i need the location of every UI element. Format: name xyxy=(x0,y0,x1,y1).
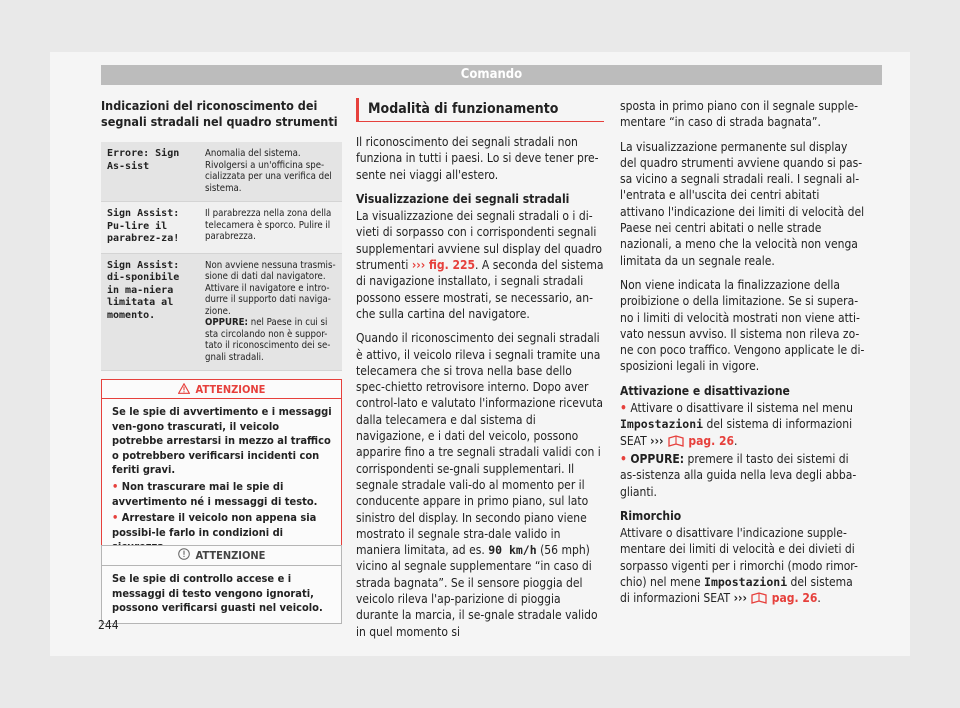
subheading: Rimorchio xyxy=(620,508,682,523)
message-text: Sign Assist: Pu-lire il parabrez-za! xyxy=(107,208,180,244)
table-row xyxy=(101,142,342,202)
middle-text xyxy=(356,134,604,640)
left-column xyxy=(101,98,342,371)
speed-value: 90 km/h xyxy=(488,543,537,558)
oppure-label: OPPURE: xyxy=(630,451,685,466)
caution-box xyxy=(101,545,342,624)
warning-intro: Se le spie di avvertimento e i messaggi ven-gono trascurati, il veicolo potrebbe arrestarsi in mezzo al traffico o potrebbero verificarsi incidenti con feriti gravi. xyxy=(112,405,332,477)
warning-body xyxy=(102,399,341,564)
oppure-label: OPPURE: xyxy=(205,317,248,328)
messages-table xyxy=(101,142,342,371)
warning-bullet: • Non trascurare mai le spie di avvertimento né i messaggi di testo. xyxy=(112,479,318,508)
warning-triangle-icon xyxy=(178,383,190,394)
message-meaning: Il parabrezza nella zona della telecamera è sporco. Pulire il parabrezza. xyxy=(205,208,332,242)
page-number: 244 xyxy=(98,618,119,632)
table-row xyxy=(101,254,342,372)
subheading: Attivazione e disattivazione xyxy=(620,383,790,398)
right-column xyxy=(620,98,865,615)
message-meaning: Anomalia del sistema. Rivolgersi a un'officina spe-cializzata per una verifica del sistema. xyxy=(205,148,332,194)
meaning-extra: nel Paese in cui si sta circolando non è suppor-tato il riconoscimento dei se-gnali stradali. xyxy=(205,317,331,363)
figure-link[interactable]: ››› fig. 225 xyxy=(411,258,476,273)
bullet-item: • OPPURE: premere il tasto dei sistemi di as-sistenza alla guida nella leva degli abba-glianti. xyxy=(620,451,857,499)
caution-title: ATTENZIONE xyxy=(195,549,266,562)
arrow-link[interactable]: ››› xyxy=(650,433,664,448)
menu-name: Impostazioni xyxy=(704,575,788,590)
section-title: Modalità di funzionamento xyxy=(356,98,604,122)
arrow-link[interactable]: ››› xyxy=(733,591,747,606)
paragraph: La visualizzazione dei segnali stradali o i di-vieti di sorpasso con i corrispondenti segnali supplementari avviene sul display del quadro strumenti ››› fig. 225. A seconda del sistema di navigazione installato, i segnali stradali possono essere mostrati, se necessario, an-che sulla cartina del navigatore. xyxy=(356,209,604,321)
bullet-icon: • xyxy=(112,479,119,493)
warning-header xyxy=(102,380,341,399)
subheading: Visualizzazione dei segnali stradali xyxy=(356,191,570,206)
menu-name: Impostazioni xyxy=(620,417,704,432)
right-text xyxy=(620,98,865,607)
paragraph: La visualizzazione permanente sul display del quadro strumenti avviene quando si pas-sa vicino a segnali stradali reali. I segnali al-l'entrata e all'uscita dei centri abitati attivano l'indicazione dei limiti di velocità del Paese nei centri abitati o nelle strade nazionali, a meno che la velocità non venga limitata da un segnale reale. xyxy=(620,139,865,268)
book-icon xyxy=(667,434,685,448)
caution-text: Se le spie di controllo accese e i messaggi di testo vengono ignorati, possono verificarsi guasti nel veicolo. xyxy=(112,572,323,615)
paragraph: sposta in primo piano con il segnale supple-mentare “in caso di strada bagnata”. xyxy=(620,99,859,130)
paragraph: Il riconoscimento dei segnali stradali non funziona in tutti i paesi. Lo si deve tener pre-sente nei viaggi all'estero. xyxy=(356,135,599,182)
bullet-icon: • xyxy=(112,511,119,525)
page-header: Comando xyxy=(101,65,882,85)
book-icon xyxy=(750,591,768,605)
warning-bullet: • Arrestare il veicolo non appena sia possibi-le farlo in condizioni di xyxy=(112,511,317,539)
warning-box xyxy=(101,379,342,565)
table-heading: Indicazioni del riconoscimento dei segnali stradali nel quadro strumenti xyxy=(101,98,338,129)
paragraph: Attivare o disattivare l'indicazione supple-mentare dei limiti di velocità e dei divieti di sorpasso vigenti per i rimorchi (modo rimor-chio) nel mene Impostazioni del sistema di informazioni SEAT ››› pag. 26. xyxy=(620,526,858,606)
caution-header xyxy=(102,546,341,566)
bullet-icon: • xyxy=(620,451,627,466)
manual-page xyxy=(50,52,910,656)
bullet-item: • Attivare o disattivare il sistema nel menu Impostazioni del sistema di informazioni SEAT ››› pag. 26. xyxy=(620,401,853,448)
paragraph: Quando il riconoscimento dei segnali stradali è attivo, il veicolo rileva i segnali tramite una telecamera che si trova nella base dello spec-chietto retrovisore interno. Dopo aver control-lato e valutato l'informazione ricevuta dalla telecamera e dal sistema di navigazione, e i dati del veicolo, possono apparire fino a tre segnali stradali validi con i corrispondenti se-gnali supplementari. Il segnale stradale vali-do al momento per il conducente appare in primo piano, sul lato sinistro del display. In secondo piano viene mostrato il segnale stra-dale valido in maniera limitata, ad es. 90 km/h (56 mph) vicino al segnale supplementare “in caso di strada bagnata”. Se il sensore pioggia del veicolo rileva l'ap-parizione di pioggia durante la marcia, il se-gnale stradale valido in quel momento si xyxy=(356,331,604,639)
bullet-icon: • xyxy=(620,401,627,416)
table-row xyxy=(101,202,342,254)
middle-column xyxy=(356,98,604,648)
page-link[interactable]: pag. 26 xyxy=(771,591,818,606)
paragraph: Non viene indicata la finalizzazione della proibizione o della limitazione. Se si supera-no i limiti di velocità mostrati non viene atti-vato nessun avviso. Il sistema non rileva zo-ne con poco traffico. Vengono applicate le di-sposizioni legali in vigore. xyxy=(620,277,865,374)
message-text: Errore: Sign As-sist xyxy=(107,148,180,172)
page-link[interactable]: pag. 26 xyxy=(688,433,734,448)
warning-title: ATTENZIONE xyxy=(195,383,266,396)
meaning-text: Non avviene nessuna trasmis-sione di dati dal navigatore. Attivare il navigatore e intro-durre il supporto dati naviga-zione. xyxy=(205,259,336,317)
message-text: Sign Assist: di-sponibile in ma-niera limitata al momento. xyxy=(107,259,180,321)
message-meaning xyxy=(205,260,342,364)
info-circle-icon xyxy=(178,548,190,560)
